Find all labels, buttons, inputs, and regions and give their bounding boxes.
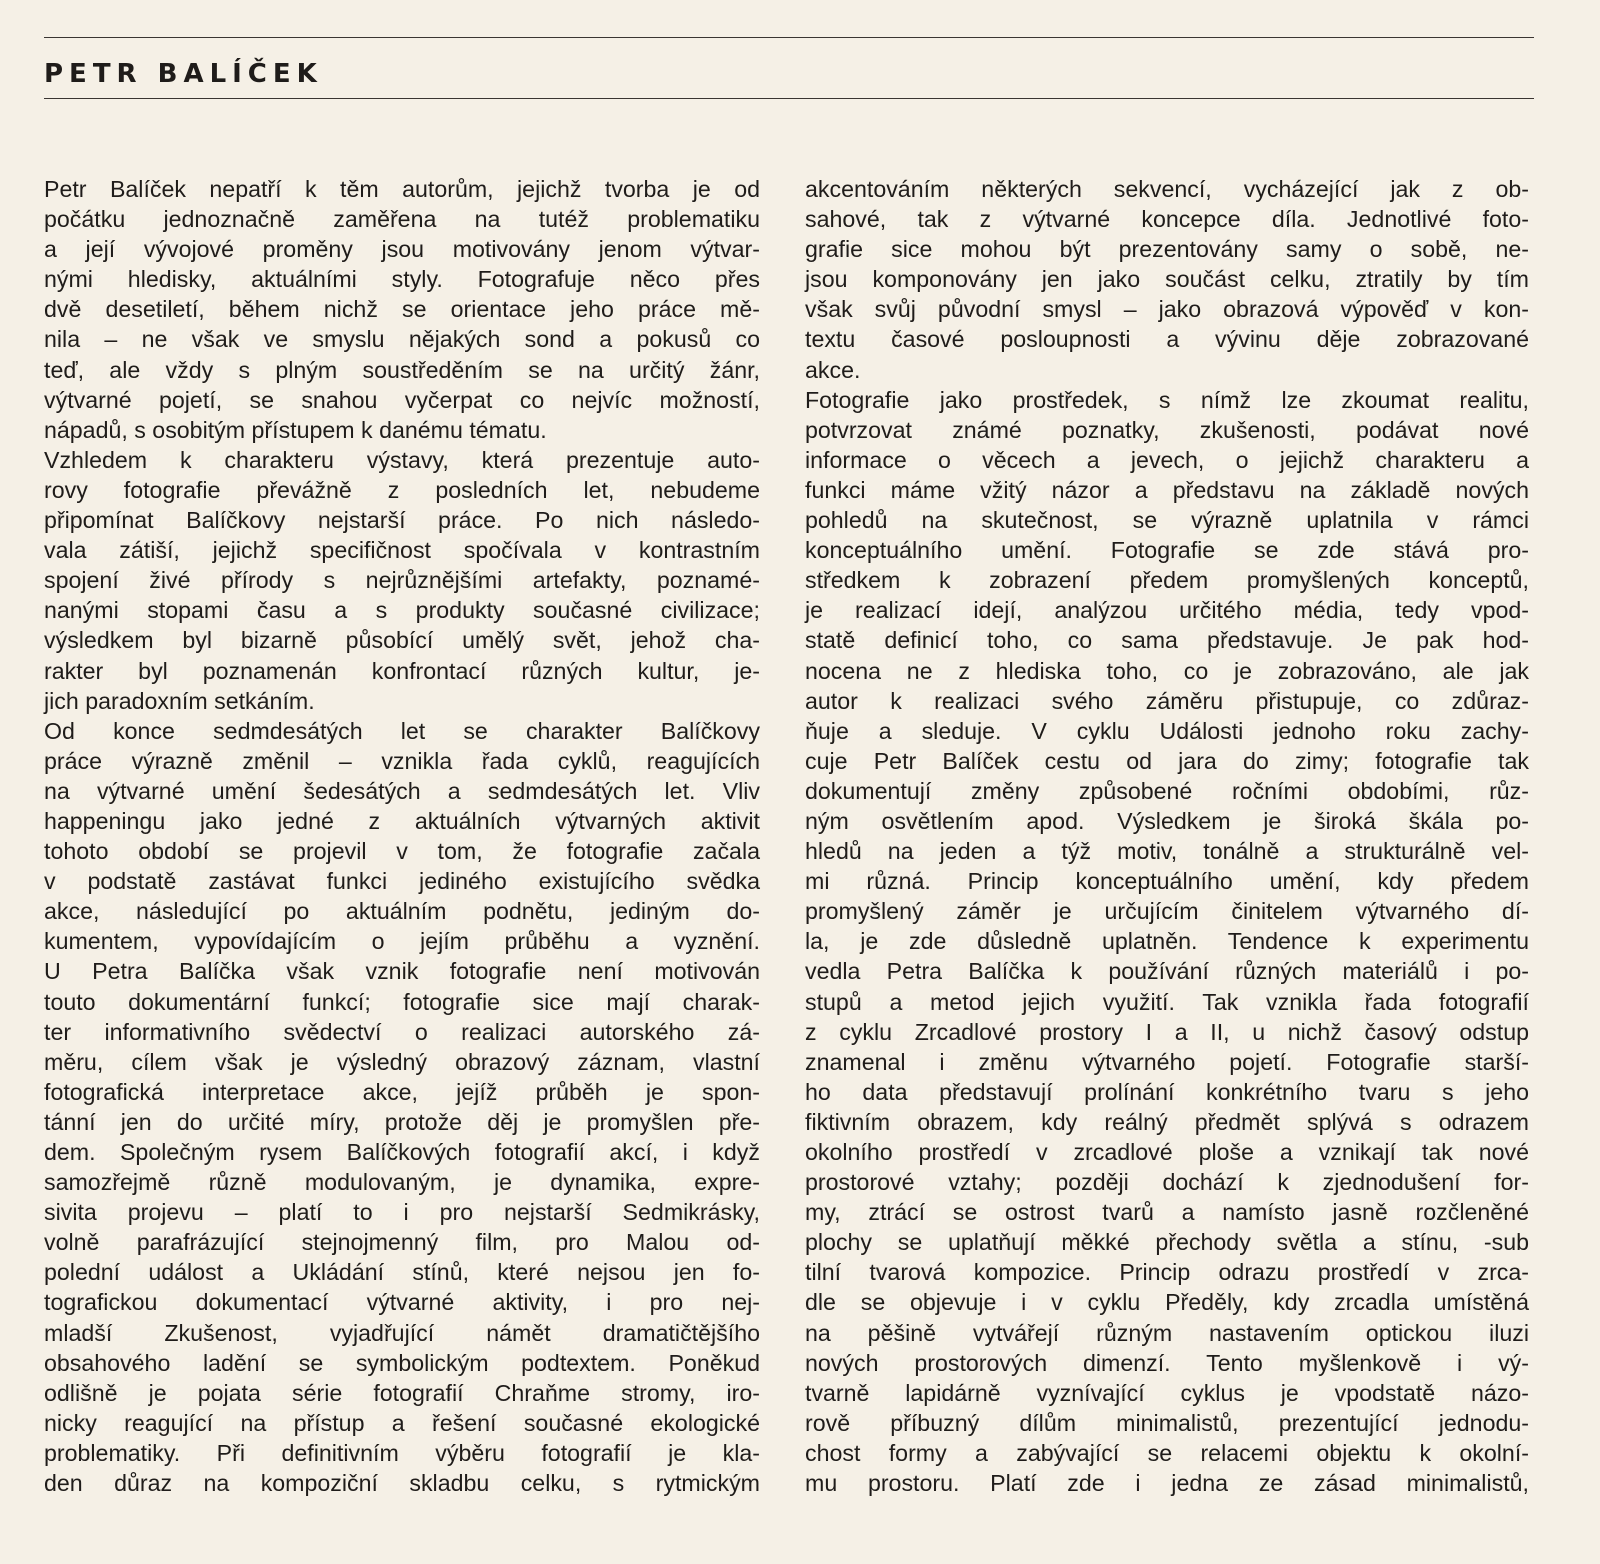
page-title: PETR BALÍČEK xyxy=(44,59,323,89)
text-line: hledů na jeden a týž motiv, tonálně a strukturálně vel- xyxy=(805,838,1529,865)
text-line: ter informativního svědectví o realizaci autorského zá- xyxy=(44,1018,760,1045)
text-line: potvrzovat známé poznatky, zkušenosti, podávat nové xyxy=(805,416,1529,443)
text-line: dem. Společným rysem Balíčkových fotografií akcí, i když xyxy=(44,1139,760,1165)
text-line: promyšlený záměr je určujícím činitelem výtvarného dí- xyxy=(805,898,1529,925)
text-line: spojení živé přírody s nejrůznějšími artefakty, poznamé- xyxy=(44,567,760,594)
text-line: Od konce sedmdesátých let se charakter Balíčkovy xyxy=(44,717,760,744)
text-line: funkci máme vžitý názor a představu na základě nových xyxy=(805,476,1529,503)
top-rule xyxy=(44,37,1534,38)
text-line: happeningu jako jedné z aktuálních výtvarných aktivit xyxy=(44,807,760,834)
text-line: znamenal i změnu výtvarného pojetí. Fotografie starší- xyxy=(805,1048,1529,1075)
text-line: na výtvarné umění šedesátých a sedmdesátých let. Vliv xyxy=(44,777,760,804)
text-line: nápadů, s osobitým přístupem k danému tématu. xyxy=(44,416,547,443)
text-line: pohledů na skutečnost, se výrazně uplatnila v rámci xyxy=(805,507,1529,534)
text-line: na pěšině vytvářejí různým nastavením optickou iluzi xyxy=(805,1319,1529,1346)
text-line: odlišně je pojata série fotografií Chraňme stromy, iro- xyxy=(44,1379,760,1406)
text-line: v podstatě zastávat funkci jediného existujícího svědka xyxy=(44,868,760,895)
text-line: okolního prostředí v zrcadlové ploše a vznikají tak nové xyxy=(805,1139,1529,1165)
text-line: akce, následující po aktuálním podnětu, jediným do- xyxy=(44,898,760,925)
text-line: prostorové vztahy; později dochází k zjednodušení for- xyxy=(805,1169,1529,1196)
text-line: mu prostoru. Platí zde i jedna ze zásad minimalistů, xyxy=(805,1470,1529,1497)
text-line: konceptuálního umění. Fotografie se zde stává pro- xyxy=(805,537,1529,564)
text-line: chost formy a zabývající se relacemi objektu k okolní- xyxy=(805,1439,1529,1466)
text-line: výtvarné pojetí, se snahou vyčerpat co nejvíc možností, xyxy=(44,386,760,413)
text-line: la, je zde důsledně uplatněn. Tendence k experimentu xyxy=(805,928,1529,955)
text-line: nými hledisky, aktuálními styly. Fotografuje něco přes xyxy=(44,266,760,293)
text-line: my, ztrácí se ostrost tvarů a namísto jasně rozčleněné xyxy=(805,1199,1529,1226)
text-line: volně parafrázující stejnojmenný film, pro Malou od- xyxy=(44,1229,760,1256)
text-line: tografickou dokumentací výtvarné aktivity, i pro nej- xyxy=(44,1289,760,1316)
text-line: touto dokumentární funkcí; fotografie sice mají charak- xyxy=(44,988,760,1015)
text-line: nanými stopami času a s produkty současné civilizace; xyxy=(44,597,760,624)
text-line: dvě desetiletí, během nichž se orientace jeho práce mě- xyxy=(44,296,760,323)
text-column-left xyxy=(44,174,760,1498)
text-line: ným osvětlením apod. Výsledkem je široká škála po- xyxy=(805,807,1529,834)
text-line: stupů a metod jejich využití. Tak vznikla řada fotografií xyxy=(805,988,1529,1015)
text-line: teď, ale vždy s plným soustředěním se na určitý žánr, xyxy=(44,356,760,383)
text-line: cuje Petr Balíček cestu od jara do zimy; fotografie tak xyxy=(805,747,1529,774)
text-line: dokumentují změny způsobené ročními obdobími, růz- xyxy=(805,777,1529,804)
text-line: tohoto období se projevil v tom, že fotografie začala xyxy=(44,838,760,865)
text-line: nicky reagující na přístup a řešení současné ekologické xyxy=(44,1409,760,1436)
text-line: rakter byl poznamenán konfrontací různých kultur, je- xyxy=(44,657,760,684)
text-line: rovy fotografie převážně z posledních let, nebudeme xyxy=(44,476,760,503)
text-line: tánní jen do určité míry, protože děj je promyšlen pře- xyxy=(44,1108,760,1135)
text-line: mladší Zkušenost, vyjadřující námět dramatičtějšího xyxy=(44,1319,760,1346)
text-line: ho data představují prolínání konkrétního tvaru s jeho xyxy=(805,1078,1529,1105)
text-line: Fotografie jako prostředek, s nímž lze zkoumat realitu, xyxy=(805,386,1529,413)
text-line: měru, cílem však je výsledný obrazový záznam, vlastní xyxy=(44,1048,760,1075)
text-line: statě definicí toho, co sama představuje. Je pak hod- xyxy=(805,627,1529,654)
text-line: Petr Balíček nepatří k těm autorům, jejichž tvorba je od xyxy=(44,176,760,202)
text-line: autor k realizaci svého záměru přistupuje, co zdůraz- xyxy=(805,687,1529,714)
text-line: práce výrazně změnil – vznikla řada cyklů, reagujících xyxy=(44,747,760,774)
text-line: a její vývojové proměny jsou motivovány jenom výtvar- xyxy=(44,236,760,263)
text-line: plochy se uplatňují měkké přechody světla a stínu, -sub xyxy=(805,1229,1529,1256)
text-line: obsahového ladění se symbolickým podtextem. Poněkud xyxy=(44,1349,760,1376)
text-line: ňuje a sleduje. V cyklu Události jednoho roku zachy- xyxy=(805,717,1529,744)
text-line: informace o věcech a jevech, o jejichž charakteru a xyxy=(805,446,1529,473)
text-line: z cyklu Zrcadlové prostory I a II, u nichž časový odstup xyxy=(805,1018,1529,1045)
text-line: rově příbuzný dílům minimalistů, prezentující jednodu- xyxy=(805,1409,1529,1436)
text-line: samozřejmě různě modulovaným, je dynamika, expre- xyxy=(44,1169,760,1196)
text-line: kumentem, vypovídajícím o jejím průběhu a vyznění. xyxy=(44,928,760,955)
text-line: je realizací idejí, analýzou určitého média, tedy vpod- xyxy=(805,597,1529,624)
text-line: textu časové posloupnosti a vývinu děje zobrazované xyxy=(805,326,1529,353)
text-line: grafie sice mohou být prezentovány samy o sobě, ne- xyxy=(805,236,1529,263)
text-line: však svůj původní smysl – jako obrazová výpověď v kon- xyxy=(805,296,1529,323)
header-rule xyxy=(44,98,1534,99)
text-line: výsledkem byl bizarně působící umělý svět, jehož cha- xyxy=(44,627,760,654)
text-line: tvarně lapidárně vyznívající cyklus je vpodstatě názo- xyxy=(805,1379,1529,1406)
text-line: U Petra Balíčka však vznik fotografie není motivován xyxy=(44,958,760,985)
text-line: fiktivním obrazem, kdy reálný předmět splývá s odrazem xyxy=(805,1108,1529,1135)
text-line: dle se objevuje i v cyklu Předěly, kdy zrcadla umístěná xyxy=(805,1289,1529,1316)
text-column-right xyxy=(805,174,1529,1498)
text-line: den důraz na kompoziční skladbu celku, s rytmickým xyxy=(44,1470,760,1497)
text-line: nových prostorových dimenzí. Tento myšlenkově i vý- xyxy=(805,1349,1529,1376)
text-line: vala zátiší, jejichž specifičnost spočívala v kontrastním xyxy=(44,537,760,564)
text-line: nocena ne z hlediska toho, co je zobrazováno, ale jak xyxy=(805,657,1529,684)
text-line: sahové, tak z výtvarné koncepce díla. Jednotlivé foto- xyxy=(805,206,1529,233)
text-line: Vzhledem k charakteru výstavy, která prezentuje auto- xyxy=(44,446,760,473)
text-line: tilní tvarová kompozice. Princip odrazu prostředí v zrca- xyxy=(805,1259,1529,1286)
text-line: počátku jednoznačně zaměřena na tutéž problematiku xyxy=(44,206,760,233)
text-line: jsou komponovány jen jako součást celku, ztratily by tím xyxy=(805,266,1529,293)
text-line: problematiky. Při definitivním výběru fotografií je kla- xyxy=(44,1439,760,1466)
text-line: polední událost a Ukládání stínů, které nejsou jen fo- xyxy=(44,1259,760,1286)
text-line: nila – ne však ve smyslu nějakých sond a pokusů co xyxy=(44,326,760,353)
text-line: vedla Petra Balíčka k používání různých materiálů i po- xyxy=(805,958,1529,985)
text-line: mi různá. Princip konceptuálního umění, kdy předem xyxy=(805,868,1529,895)
text-line: připomínat Balíčkovy nejstarší práce. Po nich následo- xyxy=(44,507,760,534)
text-line: akcentováním některých sekvencí, vycházející jak z ob- xyxy=(805,176,1529,202)
text-line: fotografická interpretace akce, jejíž průběh je spon- xyxy=(44,1078,760,1105)
text-line: jich paradoxním setkáním. xyxy=(44,687,315,714)
text-line: středkem k zobrazení předem promyšlených konceptů, xyxy=(805,567,1529,594)
text-line: sivita projevu – platí to i pro nejstarší Sedmikrásky, xyxy=(44,1199,760,1226)
text-line: akce. xyxy=(805,356,861,383)
